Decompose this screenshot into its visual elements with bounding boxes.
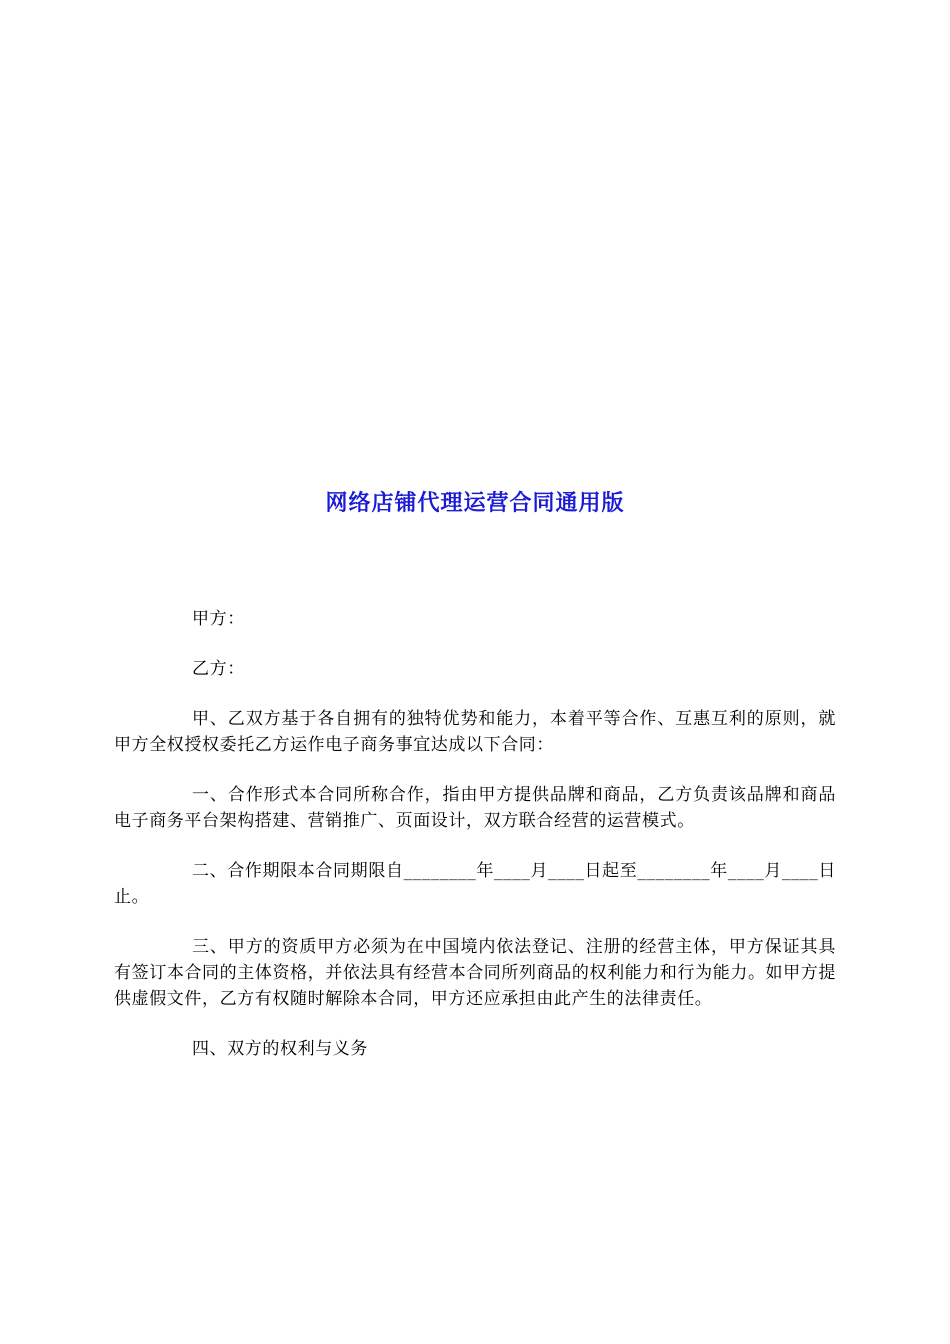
clause-2-cooperation-term: 二、合作期限本合同期限自________年____月____日起至________年____月____日止。 (114, 861, 836, 907)
document-body (114, 606, 836, 1062)
clause-3-party-a-qualification: 三、甲方的资质甲方必须为在中国境内依法登记、注册的经营主体，甲方保证其具有签订本合同的主体资格，并依法具有经营本合同所列商品的权利能力和行为能力。如甲方提供虚假文件，乙方有权随时解除本合同，甲方还应承担由此产生的法律责任。 (114, 937, 836, 1009)
document-title: 网络店铺代理运营合同通用版 (325, 490, 625, 516)
preamble-paragraph: 甲、乙双方基于各自拥有的独特优势和能力，本着平等合作、互惠互利的原则，就甲方全权授权委托乙方运作电子商务事宜达成以下合同： (114, 709, 836, 755)
party-a-line: 甲方： (192, 609, 245, 629)
clause-4-rights-obligations: 四、双方的权利与义务 (192, 1039, 368, 1059)
party-b-line: 乙方： (192, 659, 245, 679)
clause-1-cooperation-form: 一、合作形式本合同所称合作，指由甲方提供品牌和商品，乙方负责该品牌和商品电子商务平台架构搭建、营销推广、页面设计，双方联合经营的运营模式。 (114, 785, 836, 831)
